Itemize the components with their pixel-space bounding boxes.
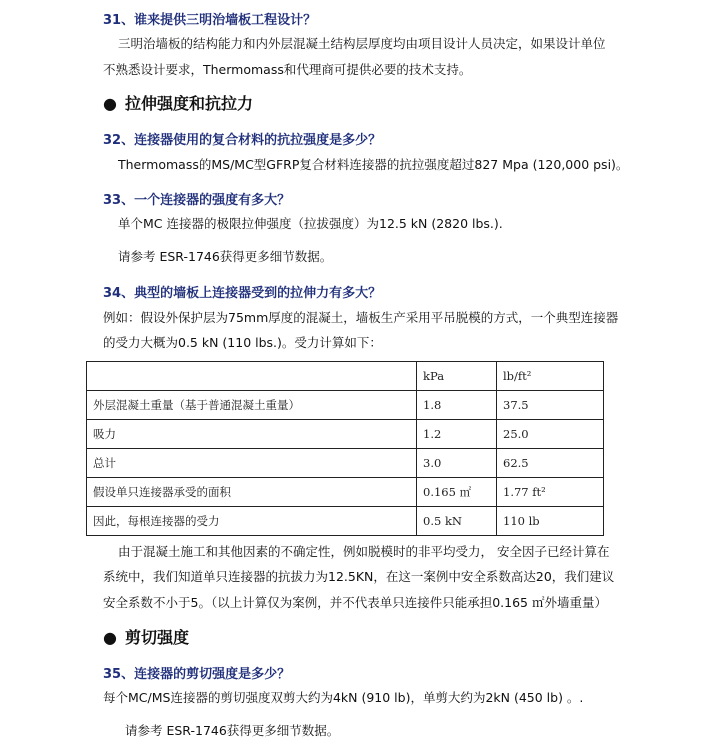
table-cell: 假设单只连接器承受的面积 bbox=[87, 478, 417, 507]
q35-answer-line-1: 每个MC/MS连接器的剪切强度双剪大约为4kN (910 lb)，单剪大约为2kN (450 lb) 。. bbox=[103, 690, 584, 705]
q34-answer-line-2: 的受力大概为0.5 kN (110 lbs.)。受力计算如下： bbox=[103, 335, 382, 350]
note-line-2: 系统中，我们知道单只连接器的抗拔力为12.5KN，在这一案例中安全系数高达20，我们建议 bbox=[103, 569, 615, 584]
table-row bbox=[87, 420, 604, 449]
table-row bbox=[87, 507, 604, 536]
table-row bbox=[87, 449, 604, 478]
table-row bbox=[87, 478, 604, 507]
bullet-icon: ● bbox=[103, 628, 117, 647]
q35-title: 35、连接器的剪切强度是多少？ bbox=[103, 667, 291, 682]
table-cell: 吸力 bbox=[87, 420, 417, 449]
table-cell: 1.8 bbox=[417, 391, 497, 420]
table-header-cell: kPa bbox=[417, 362, 497, 391]
section-heading-tensile-text: 拉伸强度和抗拉力 bbox=[125, 94, 254, 113]
q32-title: 32、连接器使用的复合材料的抗拉强度是多少？ bbox=[103, 133, 382, 148]
table-header-row bbox=[87, 362, 604, 391]
table-cell: 0.5 kN bbox=[417, 507, 497, 536]
section-heading-shear bbox=[103, 625, 189, 648]
q34-title: 34、典型的墙板上连接器受到的拉伸力有多大？ bbox=[103, 286, 382, 301]
table-cell: 62.5 bbox=[497, 449, 604, 478]
table-cell: 因此，每根连接器的受力 bbox=[87, 507, 417, 536]
q31-title: 31、谁来提供三明治墙板工程设计？ bbox=[103, 13, 317, 28]
q33-answer-line-1: 单个MC 连接器的极限拉伸强度（拉拔强度）为12.5 kN (2820 lbs.). bbox=[118, 216, 503, 231]
note-line-1: 由于混凝土施工和其他因素的不确定性，例如脱模时的非平均受力， 安全因子已经计算在 bbox=[118, 544, 610, 559]
q33-reference: 请参考 ESR-1746获得更多细节数据。 bbox=[118, 249, 333, 264]
table-cell: 0.165 ㎡ bbox=[417, 478, 497, 507]
q32-answer-line-1: Thermomass的MS/MC型GFRP复合材料连接器的抗拉强度超过827 Mpa (120,000 psi)。 bbox=[118, 157, 629, 172]
table-cell: 110 lb bbox=[497, 507, 604, 536]
q31-answer-line-2: 不熟悉设计要求，Thermomass和代理商可提供必要的技术支持。 bbox=[103, 62, 472, 77]
table-cell: 1.2 bbox=[417, 420, 497, 449]
table-cell: 外层混凝土重量（基于普通混凝土重量） bbox=[87, 391, 417, 420]
table-cell: 1.77 ft² bbox=[497, 478, 604, 507]
section-heading-tensile bbox=[103, 91, 253, 114]
note-line-3: 安全系数不小于5。（以上计算仅为案例，并不代表单只连接件只能承担0.165 ㎡外墙重量） bbox=[103, 595, 607, 610]
table-cell: 37.5 bbox=[497, 391, 604, 420]
table-cell: 总计 bbox=[87, 449, 417, 478]
table-cell: 3.0 bbox=[417, 449, 497, 478]
force-calculation-table bbox=[86, 361, 604, 536]
q31-answer-line-1: 三明治墙板的结构能力和内外层混凝土结构层厚度均由项目设计人员决定，如果设计单位 bbox=[118, 36, 606, 51]
q34-answer-line-1: 例如：假设外保护层为75mm厚度的混凝土，墙板生产采用平吊脱模的方式，一个典型连接器 bbox=[103, 310, 619, 325]
section-heading-shear-text: 剪切强度 bbox=[125, 628, 190, 647]
table-header-cell bbox=[87, 362, 417, 391]
table-header-cell: lb/ft² bbox=[497, 362, 604, 391]
table-cell: 25.0 bbox=[497, 420, 604, 449]
bullet-icon: ● bbox=[103, 94, 117, 113]
q35-reference: 请参考 ESR-1746获得更多细节数据。 bbox=[125, 723, 340, 738]
table-row bbox=[87, 391, 604, 420]
q33-title: 33、一个连接器的强度有多大？ bbox=[103, 193, 291, 208]
